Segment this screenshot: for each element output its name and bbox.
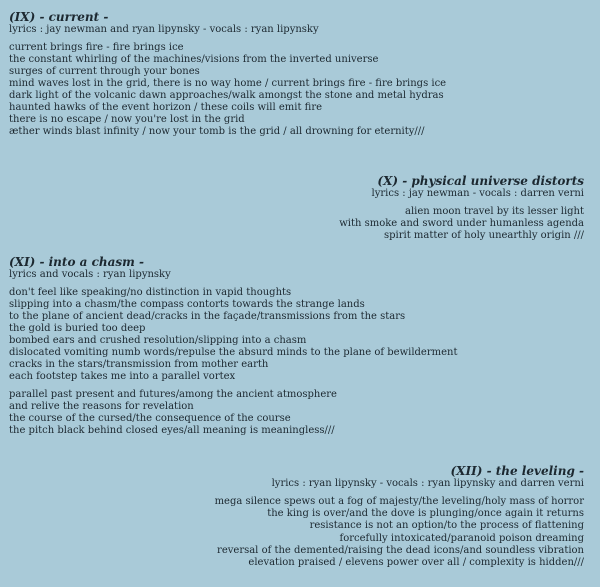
lyric-line: spirit matter of holy unearthly origin /// [383, 230, 584, 241]
lyric-line: resistance is not an option/to the process of flattening [309, 520, 584, 532]
lyric-line: haunted hawks of the event horizon / these coils will emit fire [9, 102, 323, 113]
track-x-block [339, 175, 584, 242]
track-xi-block [9, 256, 457, 437]
lyric-line: the constant whirling of the machines/visions from the inverted universe [9, 54, 379, 65]
lyrics-list [9, 42, 446, 138]
lyric-line: reversal of the demented/raising the dead icons/and soundless vibration [217, 544, 584, 556]
lyric-line: the pitch black behind closed eyes/all meaning is meaningless/// [9, 425, 335, 436]
lyric-line: forcefully intoxicated/paranoid poison dreaming [339, 532, 584, 544]
lyric-line: current brings fire - fire brings ice [9, 42, 184, 53]
lyrics-list [339, 206, 584, 242]
lyric-line: there is no escape / now you're lost in the grid [9, 114, 245, 125]
lyric-line: bombed ears and crushed resolution/slipping into a chasm [9, 335, 307, 346]
track-title: (XII) - the leveling - [450, 464, 584, 478]
lyric-line: and relive the reasons for revelation [9, 401, 194, 412]
lyrics-list [9, 287, 457, 437]
track-credits: lyrics : ryan lipynsky - vocals : ryan lipynsky and darren verni [271, 478, 584, 489]
lyric-line: alien moon travel by its lesser light [404, 206, 584, 217]
lyric-line: the course of the cursed/the consequence of the course [9, 413, 291, 424]
track-credits: lyrics : jay newman and ryan lipynsky - vocals : ryan lipynsky [9, 24, 319, 35]
track-title: (XI) - into a chasm - [9, 255, 144, 269]
lyric-line: cracks in the stars/transmission from mother earth [9, 359, 269, 370]
lyric-line: parallel past present and futures/among the ancient atmosphere [9, 389, 337, 400]
lyric-line: mega silence spews out a fog of majesty/the leveling/holy mass of horror [214, 496, 584, 507]
lyric-line: æther winds blast infinity / now your tomb is the grid / all drowning for eternity/// [9, 126, 425, 137]
lyrics-list [215, 496, 584, 569]
lyric-line: with smoke and sword under humanless agenda [339, 218, 584, 229]
lyric-line: the gold is buried too deep [9, 323, 146, 334]
lyric-line: dislocated vomiting numb words/repulse the absurd minds to the plane of bewilderment [9, 347, 458, 358]
track-title: (IX) - current - [9, 10, 109, 24]
lyric-line: don't feel like speaking/no distinction in vapid thoughts [9, 287, 292, 298]
track-credits: lyrics : jay newman - vocals : darren verni [371, 188, 584, 199]
track-xii-block [215, 465, 584, 569]
track-ix-block [9, 11, 446, 138]
lyric-line: slipping into a chasm/the compass contorts towards the strange lands [9, 299, 365, 310]
track-credits: lyrics and vocals : ryan lipynsky [9, 269, 171, 280]
lyric-line: elevation praised / elevens power over all / complexity is hidden/// [248, 557, 584, 569]
lyric-line: mind waves lost in the grid, there is no way home / current brings fire - fire brings ice [9, 78, 447, 89]
lyric-line: the king is over/and the dove is plunging/once again it returns [267, 508, 584, 520]
lyric-line: dark light of the volcanic dawn approaches/walk amongst the stone and metal hydras [9, 90, 444, 101]
track-title: (X) - physical universe distorts [377, 174, 584, 188]
lyric-line: to the plane of ancient dead/cracks in the façade/transmissions from the stars [9, 311, 406, 322]
lyric-line: surges of current through your bones [9, 66, 200, 77]
lyric-line: each footstep takes me into a parallel vortex [9, 371, 236, 382]
